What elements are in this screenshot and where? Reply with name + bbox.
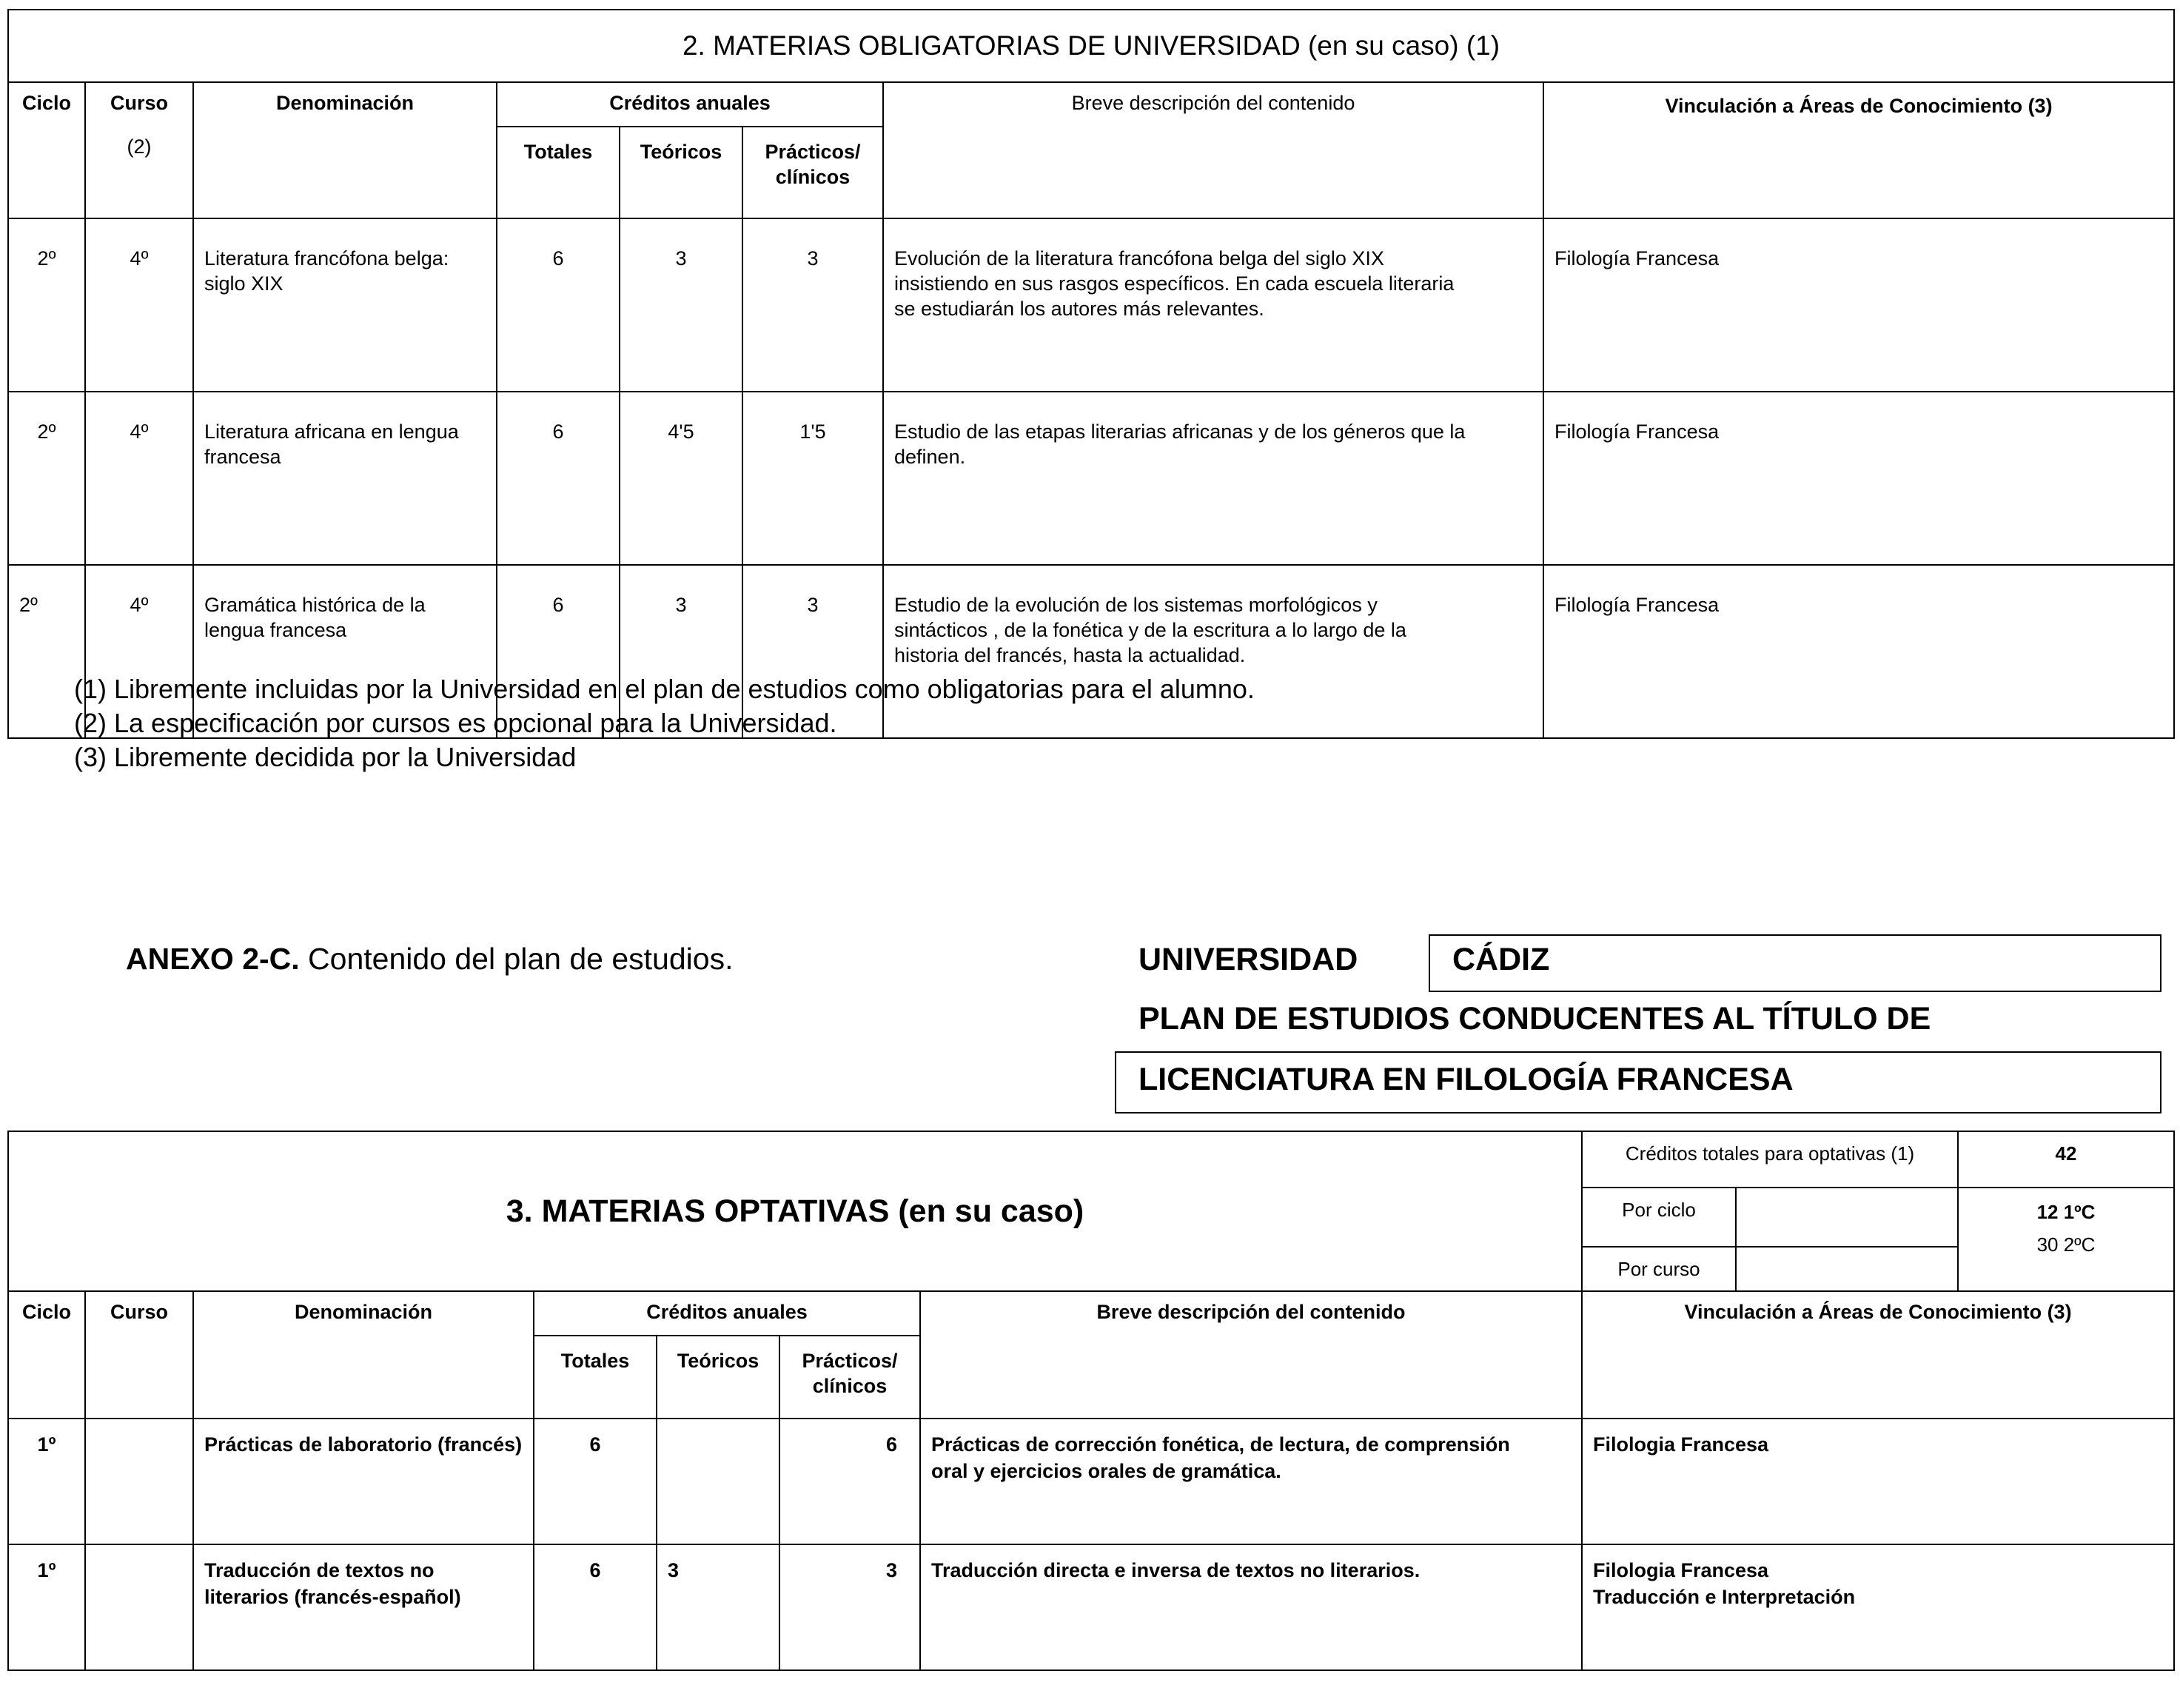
footnote: (2) La especificación por cursos es opcional para la Universidad. [74, 708, 837, 738]
obligatorias-title: 2. MATERIAS OBLIGATORIAS DE UNIVERSIDAD (en su caso) (1) [8, 10, 2174, 82]
cell-curso [85, 1419, 193, 1544]
col-descripcion-header: Breve descripción del contenido [883, 82, 1543, 218]
cell-descripcion: Estudio de la evolución de los sistemas morfológicos y sintácticos , de la fonética y de la escritura a lo largo de la historia del francés, hasta la actualidad. [883, 565, 1543, 738]
universidad-label: UNIVERSIDAD [1138, 942, 1358, 977]
cell-vinculacion: Filología Francesa [1543, 218, 2174, 392]
col-creditos-header: Créditos anuales [534, 1291, 920, 1336]
ciclo-value-1: 12 1ºC [2036, 1201, 2096, 1223]
cell-denominacion: Literatura africana en lengua francesa [193, 392, 497, 565]
table-row [8, 392, 2174, 565]
col-ciclo-header: Ciclo [8, 1291, 85, 1419]
col-practicos-header: Prácticos/ clínicos [742, 127, 883, 218]
cell-descripcion: Prácticas de corrección fonética, de lectura, de comprensión oral y ejercicios orales de gramática. [920, 1419, 1582, 1544]
cell-totales: 6 [534, 1544, 657, 1670]
footnotes [74, 672, 1255, 774]
anexo-subtitle: Contenido del plan de estudios. [299, 942, 734, 976]
anexo-heading [126, 942, 733, 977]
col-curso-note: (2) [127, 135, 152, 158]
vinculacion-line: Traducción e Interpretación [1593, 1586, 1856, 1608]
por-ciclo-value [1736, 1188, 1958, 1247]
vinculacion-line: Filologia Francesa [1593, 1433, 1769, 1456]
cell-teoricos: 3 [657, 1544, 779, 1670]
optativas-table [7, 1131, 2175, 1671]
col-totales-header: Totales [534, 1336, 657, 1419]
table-row [8, 1544, 2174, 1670]
footnote: (1) Libremente incluidas por la Universidad en el plan de estudios como obligatorias para el alumno. [74, 674, 1255, 704]
ciclo-value-2: 30 2ºC [2036, 1233, 2096, 1256]
cell-ciclo: 1º [8, 1419, 85, 1544]
creditos-totales-label: Créditos totales para optativas (1) [1582, 1131, 1958, 1188]
cell-ciclo: 2º [8, 392, 85, 565]
col-teoricos-header: Teóricos [657, 1336, 779, 1419]
col-curso-header [85, 82, 193, 218]
col-totales-header: Totales [497, 127, 620, 218]
col-vinculacion-header: Vinculación a Áreas de Conocimiento (3) [1582, 1291, 2174, 1419]
col-curso-header: Curso [85, 1291, 193, 1419]
cell-totales: 6 [534, 1419, 657, 1544]
vinculacion-line: Filologia Francesa [1593, 1559, 1769, 1581]
table-row [8, 218, 2174, 392]
cell-descripcion: Evolución de la literatura francófona belga del siglo XIX insistiendo en sus rasgos específicos. En cada escuela literaria se estudiarán los autores más relevantes. [883, 218, 1543, 392]
cell-curso [85, 1544, 193, 1670]
optativas-title: 3. MATERIAS OPTATIVAS (en su caso) [8, 1131, 1582, 1291]
plan-label: PLAN DE ESTUDIOS CONDUCENTES AL TÍTULO DE [1138, 1001, 1931, 1036]
por-curso-label: Por curso [1582, 1247, 1736, 1291]
cell-practicos: 3 [779, 1544, 920, 1670]
cell-descripcion: Traducción directa e inversa de textos no literarios. [920, 1544, 1582, 1670]
col-vinculacion-header: Vinculación a Áreas de Conocimiento (3) [1543, 82, 2174, 218]
col-curso-label: Curso [110, 92, 168, 114]
cell-curso: 4º [85, 565, 193, 738]
cell-curso: 4º [85, 392, 193, 565]
col-denominacion-header: Denominación [193, 1291, 534, 1419]
por-ciclo-values [1958, 1188, 2174, 1291]
cell-denominacion: Literatura francófona belga: siglo XIX [193, 218, 497, 392]
cell-teoricos: 3 [620, 565, 742, 738]
creditos-totales-value: 42 [1958, 1131, 2174, 1188]
cell-vinculacion: Filología Francesa [1543, 392, 2174, 565]
cell-practicos: 3 [742, 565, 883, 738]
por-ciclo-label: Por ciclo [1582, 1188, 1736, 1247]
cell-vinculacion [1582, 1544, 2174, 1670]
cell-ciclo: 1º [8, 1544, 85, 1670]
cell-denominacion: Prácticas de laboratorio (francés) [193, 1419, 534, 1544]
footnote: (3) Libremente decidida por la Universidad [74, 742, 577, 772]
table-row [8, 1419, 2174, 1544]
cell-ciclo: 2º [8, 565, 85, 738]
cell-totales: 6 [497, 565, 620, 738]
col-teoricos-header: Teóricos [620, 127, 742, 218]
cell-denominacion: Gramática histórica de la lengua francesa [193, 565, 497, 738]
cell-teoricos: 3 [620, 218, 742, 392]
col-descripcion-header: Breve descripción del contenido [920, 1291, 1582, 1419]
cell-totales: 6 [497, 218, 620, 392]
col-creditos-header: Créditos anuales [497, 82, 883, 127]
cell-practicos: 1'5 [742, 392, 883, 565]
cell-curso: 4º [85, 218, 193, 392]
cell-teoricos [657, 1419, 779, 1544]
cell-totales: 6 [497, 392, 620, 565]
col-denominacion-header: Denominación [193, 82, 497, 218]
cell-practicos: 6 [779, 1419, 920, 1544]
por-curso-value [1736, 1247, 1958, 1291]
cell-vinculacion [1582, 1419, 2174, 1544]
col-ciclo-header: Ciclo [8, 82, 85, 218]
cell-teoricos: 4'5 [620, 392, 742, 565]
anexo-label: ANEXO 2-C. [126, 942, 300, 976]
cell-vinculacion: Filología Francesa [1543, 565, 2174, 738]
col-practicos-header: Prácticos/ clínicos [779, 1336, 920, 1419]
obligatorias-table [7, 9, 2175, 739]
universidad-value: CÁDIZ [1429, 934, 2161, 992]
cell-descripcion: Estudio de las etapas literarias africanas y de los géneros que la definen. [883, 392, 1543, 565]
cell-practicos: 3 [742, 218, 883, 392]
cell-denominacion: Traducción de textos no literarios (francés-español) [193, 1544, 534, 1670]
cell-ciclo: 2º [8, 218, 85, 392]
titulo-value: LICENCIATURA EN FILOLOGÍA FRANCESA [1115, 1051, 2161, 1113]
